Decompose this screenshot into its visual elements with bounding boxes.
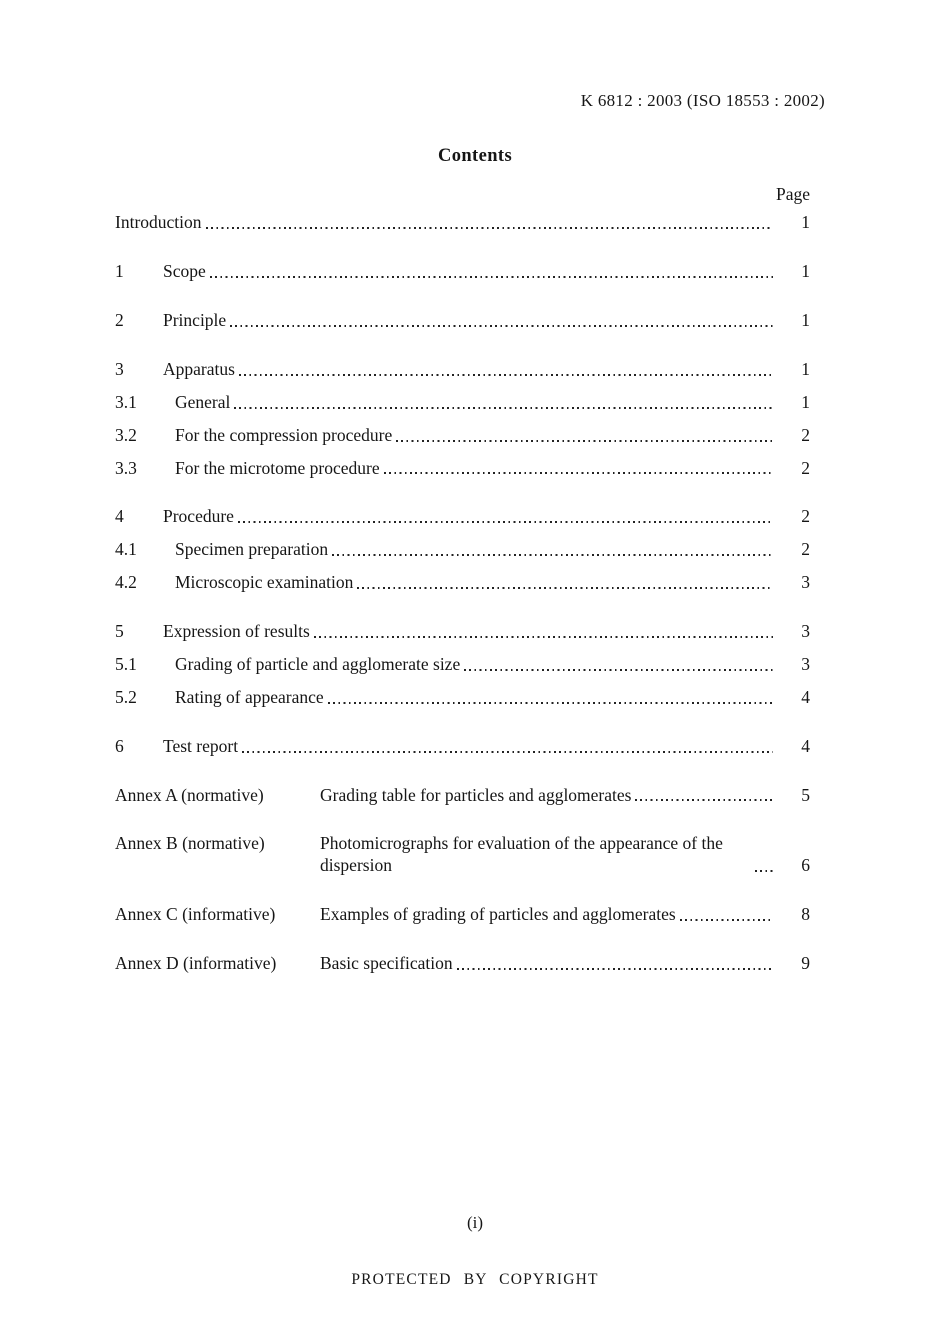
toc-entry-fill — [175, 458, 810, 480]
toc-entry — [115, 458, 810, 480]
page-column-label: Page — [775, 184, 810, 205]
toc-entry-id: 4 — [115, 506, 124, 527]
toc-entry — [115, 654, 810, 676]
toc-entry — [115, 310, 810, 332]
toc-entry-fill — [163, 261, 810, 283]
dotted-leader — [206, 227, 773, 229]
toc-entry-fill — [175, 425, 810, 447]
toc-entry-page: 1 — [801, 310, 810, 330]
contents-title: Contents — [437, 146, 513, 167]
toc-entry-id: Annex D (informative) — [115, 953, 277, 973]
toc-entry-label: Grading table for particles and agglomerates — [320, 784, 632, 805]
toc-entry-fill — [175, 572, 810, 594]
toc-entry-page: 1 — [801, 261, 810, 282]
dotted-leader — [332, 554, 773, 556]
toc-entry-page: 3 — [801, 653, 810, 674]
toc-entry-label: For the compression procedure — [175, 424, 393, 445]
toc-entry-label: Apparatus — [163, 358, 235, 379]
toc-entry — [115, 572, 810, 594]
toc-entry-label: Test report — [163, 735, 239, 756]
dotted-leader — [210, 276, 773, 278]
toc-entry-fill — [175, 687, 810, 709]
toc-entry-fill — [163, 506, 810, 528]
toc-entry-label: Introduction — [115, 212, 202, 233]
toc-entry-label: Microscopic examination — [175, 572, 354, 593]
toc-entry — [115, 506, 810, 528]
toc-entry-id: Annex C (informative) — [115, 904, 276, 925]
toc-entry-label: Expression of results — [163, 621, 310, 641]
dotted-leader — [464, 669, 773, 671]
dotted-leader — [238, 521, 773, 523]
toc-entry-id: 5.1 — [115, 653, 137, 674]
toc-entry-label: Specimen preparation — [175, 539, 329, 560]
toc-entry-id: 4.1 — [115, 539, 137, 560]
standard-reference: K 6812 : 2003 (ISO 18553 : 2002) — [580, 91, 825, 110]
toc-entry-fill — [115, 212, 810, 234]
toc-entry-id: Annex A (normative) — [115, 784, 264, 805]
dotted-leader — [357, 587, 773, 589]
toc-entry-page: 2 — [801, 539, 810, 560]
toc-entry — [115, 392, 810, 414]
toc-entry-id: 6 — [115, 735, 124, 756]
toc-entry-id: 5 — [115, 621, 124, 641]
toc-entry-id: 5.2 — [115, 686, 137, 707]
toc-entry-label: Photomicrographs for evaluation of the appearance of the dispersion — [320, 833, 723, 876]
toc-entry-fill — [175, 654, 810, 676]
toc-entry — [115, 904, 810, 926]
toc-entry-page: 4 — [801, 735, 810, 756]
toc-entry-page: 3 — [801, 621, 810, 641]
dotted-leader — [457, 968, 773, 970]
toc-entry-id: Annex B (normative) — [115, 833, 265, 854]
toc-entry-page: 2 — [801, 457, 810, 478]
toc-entry-fill — [320, 833, 810, 877]
toc-entry-label: For the microtome procedure — [175, 457, 380, 478]
toc-entry-id: 3.1 — [115, 391, 137, 412]
toc-entry — [115, 833, 810, 877]
dotted-leader — [384, 472, 773, 474]
toc-entry-id: 3 — [115, 358, 124, 379]
toc-entry-id: 1 — [115, 261, 124, 282]
toc-entry-fill — [175, 539, 810, 561]
toc-entry-id: 4.2 — [115, 572, 137, 593]
toc-entry-fill — [175, 392, 810, 414]
toc-entry-page: 9 — [801, 953, 810, 973]
dotted-leader — [230, 325, 773, 327]
dotted-leader — [396, 440, 773, 442]
toc-entry-fill — [163, 359, 810, 381]
toc-entry-label: Basic specification — [320, 953, 453, 973]
toc-entry-label: Rating of appearance — [175, 686, 324, 707]
toc-entry-label: Grading of particle and agglomerate size — [175, 653, 461, 674]
toc-entry-fill — [320, 953, 810, 975]
toc-entry-id: 3.3 — [115, 457, 137, 478]
dotted-leader — [234, 407, 773, 409]
toc-entry-label: Principle — [163, 310, 227, 330]
toc-entry-label: Examples of grading of particles and agglomerates — [320, 904, 676, 925]
toc-entry — [115, 687, 810, 709]
dotted-leader — [755, 870, 773, 872]
toc-entry-fill — [163, 736, 810, 758]
toc-entry-id: 3.2 — [115, 424, 137, 445]
contents-body — [115, 184, 810, 975]
toc-entry-fill — [163, 621, 810, 643]
toc-entry-page: 6 — [801, 855, 810, 876]
toc-entry — [115, 953, 810, 975]
toc-entry — [115, 212, 810, 234]
toc-entry-label: Procedure — [163, 506, 234, 527]
toc-entry — [115, 736, 810, 758]
toc-list — [115, 212, 810, 975]
toc-entry-page: 1 — [801, 212, 810, 233]
toc-entry — [115, 539, 810, 561]
toc-entry-page: 2 — [801, 506, 810, 527]
dotted-leader — [635, 799, 773, 801]
toc-entry-label: Scope — [163, 261, 206, 282]
toc-entry-page: 5 — [801, 784, 810, 805]
toc-entry-fill — [163, 310, 810, 332]
dotted-leader — [242, 751, 773, 753]
toc-entry — [115, 785, 810, 807]
toc-entry-fill — [320, 785, 810, 807]
toc-entry-id: 2 — [115, 310, 124, 330]
toc-entry-page: 4 — [801, 686, 810, 707]
toc-entry — [115, 425, 810, 447]
toc-entry-page: 1 — [801, 391, 810, 412]
dotted-leader — [314, 636, 773, 638]
toc-entry — [115, 261, 810, 283]
dotted-leader — [239, 374, 773, 376]
toc-entry-page: 2 — [801, 424, 810, 445]
toc-entry — [115, 621, 810, 643]
toc-entry-page: 1 — [801, 358, 810, 379]
toc-entry-fill — [320, 904, 810, 926]
folio-page-number: (i) — [466, 1213, 484, 1232]
toc-entry-page: 3 — [801, 572, 810, 593]
toc-entry — [115, 359, 810, 381]
toc-entry-page: 8 — [801, 904, 810, 925]
dotted-leader — [680, 919, 773, 921]
copyright-notice: PROTECTED BY COPYRIGHT — [351, 1271, 599, 1288]
toc-entry-label: General — [175, 391, 231, 412]
dotted-leader — [328, 702, 773, 704]
